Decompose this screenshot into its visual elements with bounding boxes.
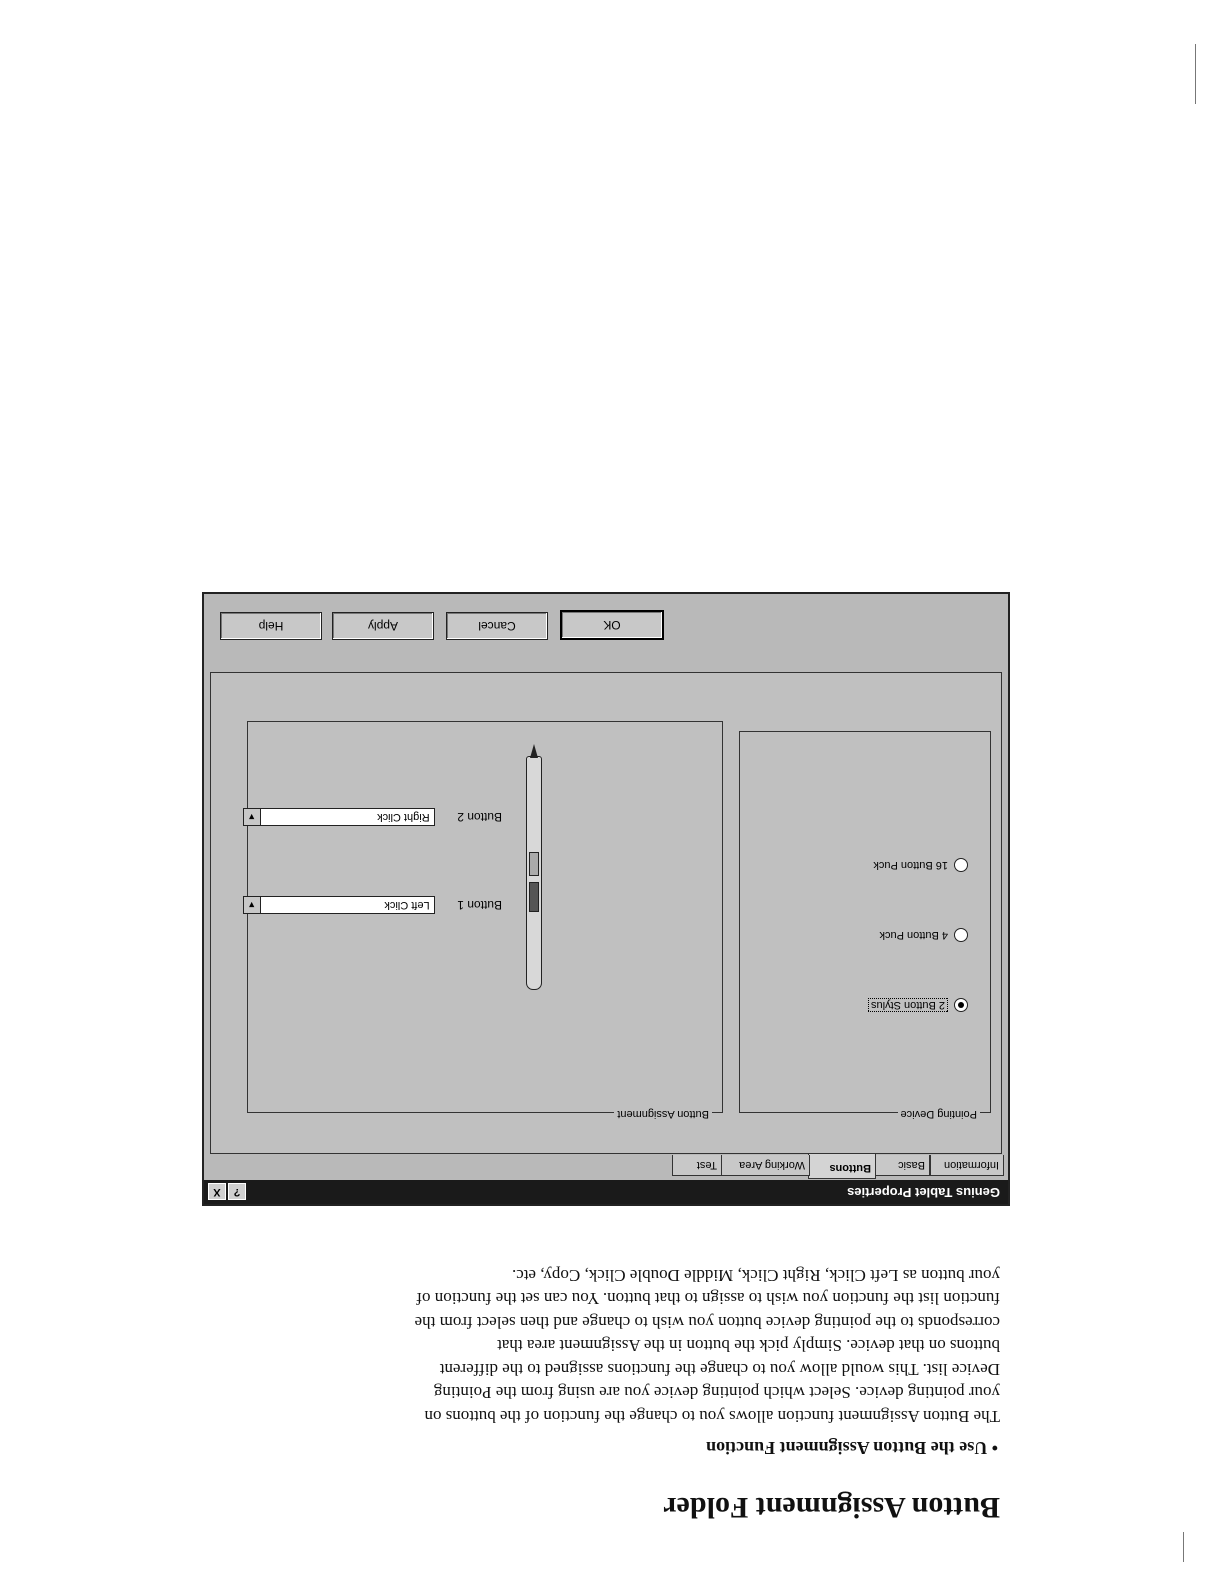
ok-button[interactable]: OK (560, 610, 664, 640)
radio-label: 16 Button Puck (873, 859, 948, 871)
tab-panel (210, 672, 1002, 1154)
cancel-button[interactable]: Cancel (446, 612, 548, 640)
radio-indicator[interactable] (954, 858, 968, 872)
paragraph-line: buttons on that device. Simply pick the button in the Assignment area that (497, 1336, 1000, 1356)
tab-buttons[interactable]: Buttons (808, 1154, 876, 1179)
button-1-row (243, 896, 502, 914)
dialog-title: Genius Tablet Properties (847, 1185, 1000, 1200)
help-icon[interactable]: ? (228, 1183, 246, 1200)
select-value: Left Click (384, 899, 430, 911)
radio-indicator[interactable] (954, 998, 968, 1012)
tab-working-area[interactable]: Working Area (720, 1155, 810, 1176)
group-label: Pointing Device (898, 1108, 980, 1120)
tab-basic[interactable]: Basic (874, 1155, 930, 1176)
radio-4-button-puck[interactable] (880, 928, 969, 942)
dropdown-arrow-icon[interactable]: ▼ (244, 897, 261, 913)
dialog-title-bar (204, 1180, 1008, 1204)
select-value: Right Click (377, 811, 430, 823)
scan-edge-mark (1195, 44, 1196, 104)
scan-edge-mark (1183, 1532, 1184, 1562)
radio-label: 2 Button Stylus (868, 998, 948, 1012)
paragraph-line: your button as Left Click, Right Click, Middle Double Click, Copy, etc. (511, 1266, 1000, 1285)
group-label: Button Assignment (614, 1108, 712, 1120)
tablet-properties-dialog (202, 592, 1010, 1206)
tab-information[interactable]: Information (930, 1155, 1004, 1176)
dropdown-arrow-icon[interactable]: ▼ (244, 809, 261, 825)
button-1-function-select[interactable] (243, 896, 435, 914)
pointing-device-group (739, 731, 991, 1120)
dialog-footer (204, 594, 1008, 674)
apply-button[interactable]: Apply (332, 612, 434, 640)
close-icon[interactable]: X (208, 1183, 226, 1200)
help-button[interactable]: Help (220, 612, 322, 640)
paragraph-line: function list the function you wish to assign to that button. You can set the function of (416, 1289, 1000, 1309)
paragraph-line: corresponds to the pointing device button you wish to change and then select from the (414, 1313, 1000, 1332)
page-title: Button Assignment Folder (663, 1491, 1000, 1524)
section-heading: • Use the Button Assignment Function (706, 1438, 998, 1458)
paragraph-line: Device list. This would allow you to change the functions assigned to the different (439, 1360, 1000, 1379)
paragraph-line: The Button Assignment function allows you to change the function of the buttons on (424, 1407, 1000, 1426)
stylus-button-1-icon (529, 882, 539, 912)
radio-label: 4 Button Puck (879, 929, 948, 941)
button-2-function-select[interactable] (243, 808, 435, 826)
radio-2-button-stylus[interactable] (868, 998, 968, 1012)
stylus-tip-icon (530, 744, 538, 758)
button-2-row (243, 808, 502, 826)
button-2-label: Button 2 (457, 810, 502, 824)
stylus-button-2-icon (529, 852, 539, 876)
button-1-label: Button 1 (457, 898, 502, 912)
radio-indicator[interactable] (954, 928, 968, 942)
tab-test[interactable]: Test (672, 1155, 722, 1176)
button-assignment-group (247, 721, 723, 1120)
body-paragraph (190, 1264, 1000, 1429)
paragraph-line: your pointing device. Select which pointing device you are using from the Pointing (433, 1383, 1000, 1403)
radio-16-button-puck[interactable] (873, 858, 968, 872)
